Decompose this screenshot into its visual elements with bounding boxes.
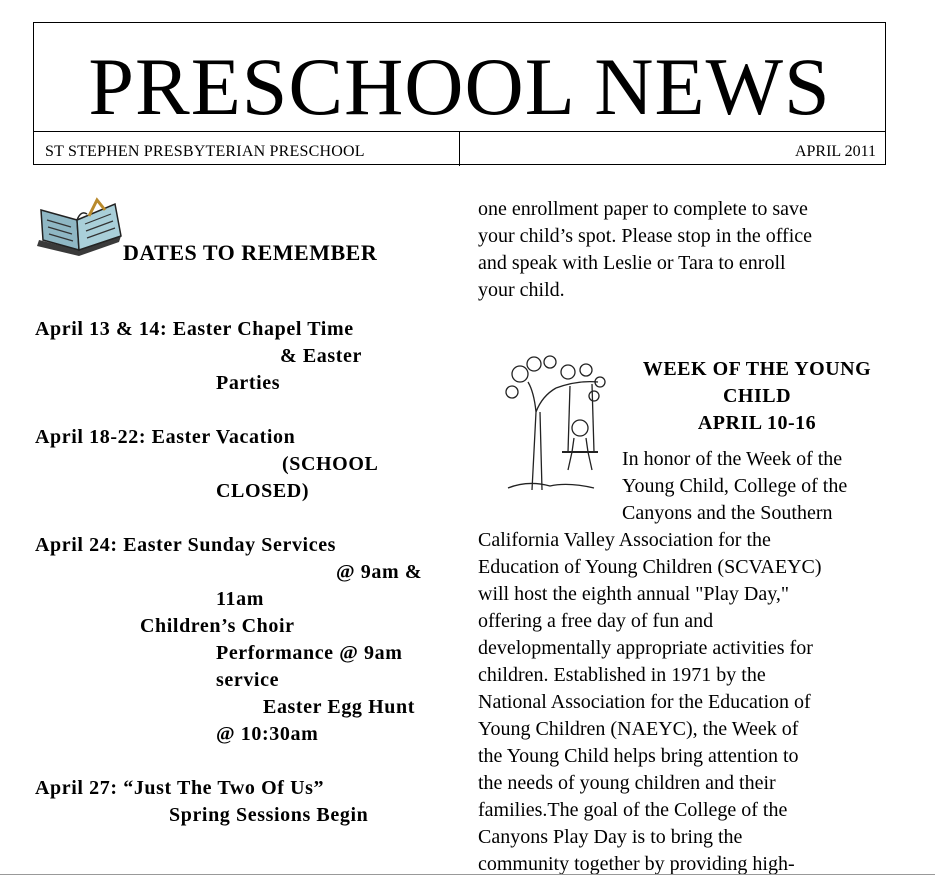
event-line: @ 10:30am xyxy=(216,723,319,745)
text-line: In honor of the Week of the xyxy=(622,448,843,470)
event-line: April 13 & 14: Easter Chapel Time xyxy=(35,318,354,340)
text-line: Canyons Play Day is to bring the xyxy=(478,826,743,848)
text-line: families.The goal of the College of the xyxy=(478,799,788,821)
event-line: Parties xyxy=(216,372,281,394)
events-list xyxy=(35,316,445,856)
text-line: will host the eighth annual "Play Day," xyxy=(478,583,790,605)
heading-line: WEEK OF THE YOUNG xyxy=(642,358,872,380)
text-line: children. Established in 1971 by the xyxy=(478,664,766,686)
event-line: CLOSED) xyxy=(216,480,310,502)
masthead xyxy=(33,22,886,165)
text-line: Education of Young Children (SCVAEYC) xyxy=(478,556,822,578)
event-line: service xyxy=(216,669,280,691)
event-line: Children’s Choir xyxy=(140,615,295,637)
text-line: the Young Child helps bring attention to xyxy=(478,745,799,767)
heading-line: APRIL 10-16 xyxy=(697,412,817,434)
newsletter-title: PRESCHOOL NEWS xyxy=(88,41,831,132)
text-line: community together by providing high- xyxy=(478,853,795,875)
event-line: & Easter xyxy=(280,345,362,367)
event-line: Spring Sessions Begin xyxy=(169,804,369,826)
text-line: one enrollment paper to complete to save xyxy=(478,198,808,220)
woyc-paragraph xyxy=(478,446,890,878)
page-bottom-edge xyxy=(0,874,935,875)
event-line: April 27: “Just The Two Of Us” xyxy=(35,777,325,799)
text-line: the needs of young children and their xyxy=(478,772,776,794)
masthead-divider xyxy=(459,132,460,166)
event-line: April 18-22: Easter Vacation xyxy=(35,426,296,448)
articles-column xyxy=(478,196,890,875)
text-line: Canyons and the Southern xyxy=(622,502,833,524)
event-line: (SCHOOL xyxy=(282,453,379,475)
event-line: 11am xyxy=(216,588,264,610)
enrollment-paragraph xyxy=(478,196,890,304)
event-easter-sunday xyxy=(35,532,445,748)
event-line: @ 9am & xyxy=(336,561,423,583)
event-spring-sessions xyxy=(35,775,445,829)
text-line: Young Child, College of the xyxy=(622,475,848,497)
heading-line: CHILD xyxy=(722,385,792,407)
text-line: your child’s spot. Please stop in the office xyxy=(478,225,813,247)
text-line: offering a free day of fun and xyxy=(478,610,714,632)
event-easter-chapel xyxy=(35,316,445,397)
event-line: Easter Egg Hunt xyxy=(263,696,415,718)
open-book-icon xyxy=(35,196,125,258)
issue-date: APRIL 2011 xyxy=(794,143,876,160)
event-line: April 24: Easter Sunday Services xyxy=(35,534,337,556)
event-line: Performance @ 9am xyxy=(216,642,403,664)
masthead-info-bar xyxy=(34,131,885,166)
woyc-heading xyxy=(626,356,888,437)
text-line: California Valley Association for the xyxy=(478,529,771,551)
text-line: developmentally appropriate activities for xyxy=(478,637,813,659)
text-line: your child. xyxy=(478,279,565,301)
dates-heading: DATES TO REMEMBER xyxy=(123,240,378,265)
text-line: Young Children (NAEYC), the Week of xyxy=(478,718,799,740)
school-name: ST STEPHEN PRESBYTERIAN PRESCHOOL xyxy=(45,143,365,160)
text-line: and speak with Leslie or Tara to enroll xyxy=(478,252,786,274)
text-line: National Association for the Education of xyxy=(478,691,811,713)
event-easter-vacation xyxy=(35,424,445,505)
